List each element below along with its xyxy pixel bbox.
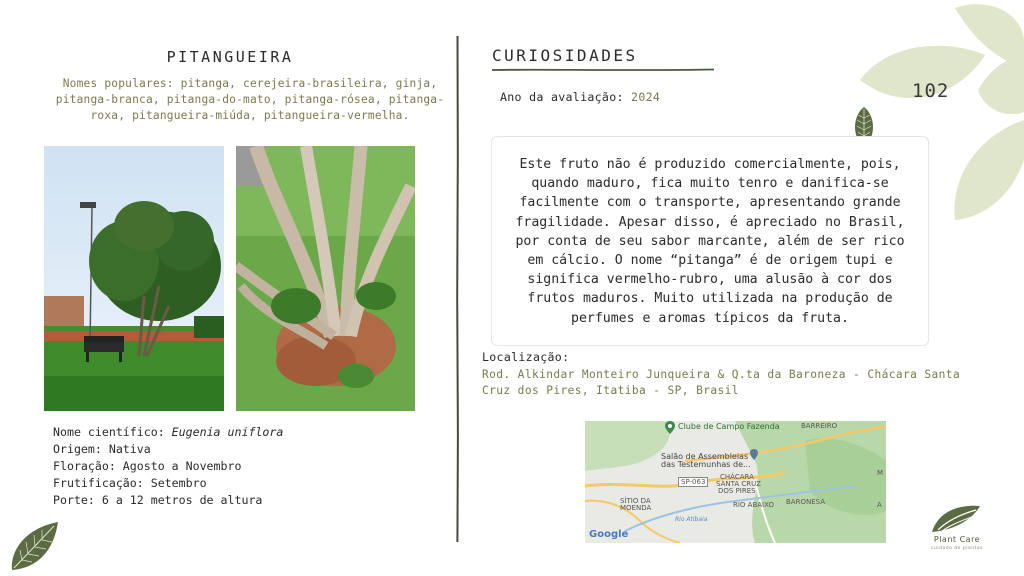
scientific-name-value: Eugenia uniflora [171, 425, 284, 439]
flowering-row: Floração: Agosto a Novembro [53, 459, 242, 473]
plant-info [53, 424, 283, 509]
size-row: Porte: 6 a 12 metros de altura [53, 493, 263, 507]
location-map[interactable] [585, 421, 886, 543]
map-label-salao-2: das Testemunhas de... [661, 460, 751, 469]
map-label-river: Rio Atibaia [675, 516, 708, 523]
heading-underline [492, 68, 714, 72]
divider [456, 36, 459, 542]
place-icon [750, 449, 758, 460]
map-label-sitio-1: SÍTIO DA [620, 497, 651, 505]
plant-title: PITANGUEIRA [166, 48, 294, 66]
map-label-baronesa: BARONESA [786, 498, 825, 506]
plant-care-logo-icon [930, 502, 982, 534]
location-address: Rod. Alkindar Monteiro Junqueira & Q.ta da Baroneza - Chácara Santa Cruz dos Pires, Itatiba - SP, Brasil [482, 368, 961, 397]
popular-names: Nomes populares: pitanga, cerejeira-brasileira, ginja, pitanga-branca, pitanga-do-mato, pitanga-rósea, pitanga-roxa, pitangueira-miúda, pitangueira-vermelha. [55, 77, 445, 122]
map-label-chacara-3: DOS PIRES [718, 487, 756, 495]
tree-photo [44, 146, 224, 411]
map-label-sitio-2: MOENDA [620, 504, 652, 512]
map-pin-icon [665, 421, 675, 434]
trunk-photo [236, 146, 415, 411]
map-label-clube: Clube de Campo Fazenda [678, 422, 780, 431]
map-label-barreiro: BARREIRO [801, 422, 838, 430]
map-road-shield: SP-063 [678, 477, 708, 487]
leaf-decoration-bottom-left [8, 520, 60, 572]
map-label-chacara-1: CHÁCARA [720, 473, 754, 481]
map-label-chacara-2: SANTA CRUZ [716, 480, 761, 488]
google-logo: Google [589, 529, 629, 540]
fruiting-row: Frutificação: Setembro [53, 476, 207, 490]
year-label: Ano da avaliação: [500, 90, 624, 104]
logo-name: Plant Care [933, 535, 981, 544]
curiosity-text: Este fruto não é produzido comercialmente, pois, quando maduro, fica muito tenro e danifica-se facilmente com o transporte, apresentando grande fragilidade. Apesar disso, é apreciado no Brasil, por conta de seu sabor marcante, além de ser rico em cálcio. O nome “pitanga” é de origem tupi e significa vermelho-rubro, uma alusão à cor dos frutos maduros. Muito utilizada na produção de perfumes e aromas típicos da fruta. [515, 157, 905, 326]
map-label-rio-abaixo: RIO ABAIXO [733, 501, 774, 509]
page-number: 102 [912, 80, 950, 102]
year-value: 2024 [631, 90, 661, 104]
logo-tagline: cuidado de plantas [931, 546, 983, 551]
scientific-name-row [53, 424, 283, 441]
curiosities-heading: CURIOSIDADES [492, 46, 638, 65]
map-label-salao-1: Salão de Assembleias [661, 452, 749, 461]
curiosity-card [491, 136, 929, 346]
map-label-edge-a: A [877, 501, 882, 509]
map-label-edge-m: M [877, 469, 884, 477]
origin-row: Origem: Nativa [53, 442, 151, 456]
location-label: Localização: [482, 350, 570, 364]
scientific-name-label: Nome científico: [53, 425, 172, 439]
evaluation-year [500, 90, 660, 104]
